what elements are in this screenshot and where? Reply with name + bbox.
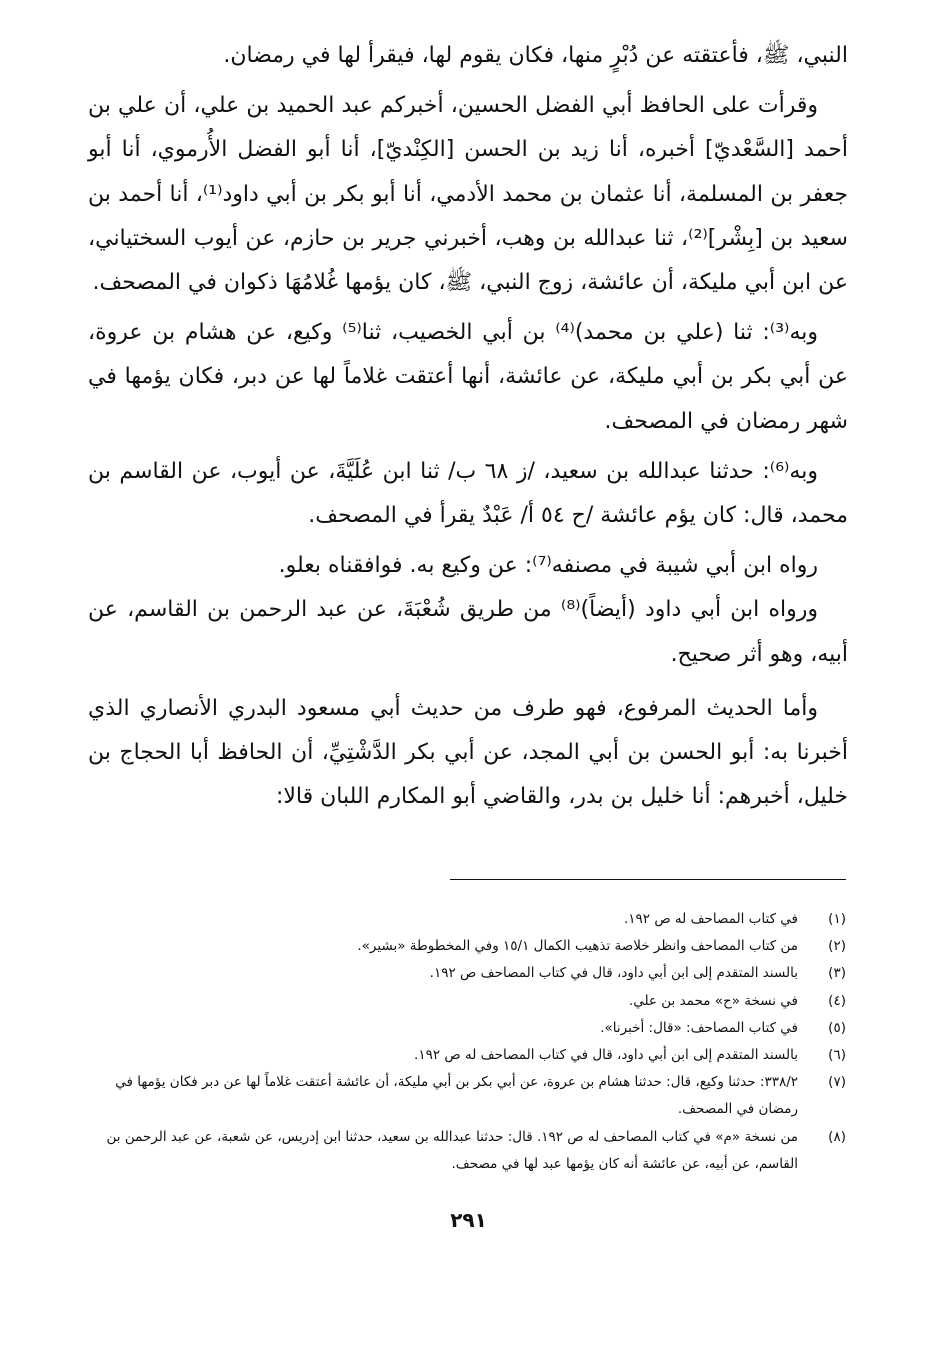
paragraph-2: وقرأت على الحافظ أبي الفضل الحسين، أخبركم عبد الحميد بن علي، أن علي بن أحمد [السَّعْديّ] أخبره، أنا زيد بن الحسن [الكِنْديّ]، أنا أبو الفضل الأُرموي، أنا أبو جعفر بن المسلمة، أنا عثمان بن محمد الأدمي، أنا أبو بكر بن أبي داود⁽¹⁾، أنا أحمد بن سعيد بن [بِشْر]⁽²⁾، ثنا عبدالله بن وهب، أخبرني جرير بن حازم، عن أيوب السختياني، عن ابن أبي مليكة، أن عائشة، زوج النبي، ﷺ، كان يؤمها غُلامُهَا ذكوان في المصحف. [88,93,848,296]
footnotes [88,906,846,1178]
footnote-6 [88,1042,846,1069]
footnote-divider [450,879,846,880]
footnote-number: (٥) [828,1019,846,1036]
paragraph-6: ورواه ابن أبي داود (أيضاً)⁽⁸⁾ من طريق شُعْبَةَ، عن عبد الرحمن بن القاسم، عن أبيه، وهو أثر صحيح. [88,597,848,667]
page-body [88,34,848,819]
footnote-number: (٨) [828,1128,846,1145]
footnote-number: (٢) [828,938,846,955]
footnote-text: ٣٣٨/٢: حدثنا وكيع، قال: حدثنا هشام بن عروة، عن أبي بكر بن أبي مليكة، أن عائشة أعتقت غلاماً لها عن دبر فكان يؤمها في رمضان في المصحف. [115,1074,798,1118]
main-text [88,34,848,819]
paragraph-3: وبه⁽³⁾: ثنا (علي بن محمد)⁽⁴⁾ بن أبي الخصيب، ثنا⁽⁵⁾ وكيع، عن هشام بن عروة، عن أبي بكر بن أبي مليكة، عن عائشة، أنها أعتقت غلاماً لها عن دبر، فكان يؤمها في شهر رمضان في المصحف. [88,320,848,434]
footnote-text: في كتاب المصاحف: «قال: أخبرنا». [600,1019,798,1036]
footnote-number: (٧) [828,1074,846,1091]
footnote-7 [88,1069,846,1123]
paragraph-4: وبه⁽⁶⁾: حدثنا عبدالله بن سعيد، /ز ٦٨ ب/ ثنا ابن عُلَيَّةَ، عن أيوب، عن القاسم بن محمد، قال: كان يؤم عائشة /ح ٥٤ أ/ عَبْدٌ يقرأ في المصحف. [88,458,848,529]
footnote-2 [88,933,846,960]
footnote-number: (٤) [828,992,846,1009]
footnote-text: من نسخة «م» في كتاب المصاحف له ص ١٩٢. قال: حدثنا عبدالله بن سعيد، حدثنا ابن إدريس، عن شعبة، عن عبد الرحمن بن القاسم، عن أبيه، عن عائشة أنه كان يؤمها عبد لها في مصحف. [106,1128,798,1172]
page-number: ٢٩١ [450,1208,487,1232]
paragraph-1: النبي، ﷺ، فأعتقته عن دُبْرٍ منها، فكان يقوم لها، فيقرأ لها في رمضان. [223,43,848,68]
footnote-1 [88,906,846,933]
footnote-text: في كتاب المصاحف له ص ١٩٢. [623,911,798,927]
footnote-number: (٣) [828,965,846,982]
footnote-text: من كتاب المصاحف وانظر خلاصة تذهيب الكمال ١٥/١ وفي المخطوطة «بشير». [357,938,798,955]
footnote-text: في نسخة «ح» محمد بن علي. [628,992,798,1009]
footnote-number: (١) [828,911,846,927]
footnote-text: بالسند المتقدم إلى ابن أبي داود، قال في كتاب المصاحف ص ١٩٢. [429,965,798,982]
footnote-4 [88,988,846,1015]
footnote-number: (٦) [828,1047,846,1064]
paragraph-5: رواه ابن أبي شيبة في مصنفه⁽⁷⁾: عن وكيع به. فوافقناه بعلو. [278,553,818,579]
footnote-5 [88,1015,846,1042]
paragraph-7: وأما الحديث المرفوع، فهو طرف من حديث أبي مسعود البدري الأنصاري الذي أخبرنا به: أبو الحسن بن أبي المجد، عن أبي بكر الدَّشْتِيِّ، أن الحافظ أبا الحجاج بن خليل، أخبرهم: أنا خليل بن بدر، والقاضي أبو المكارم اللبان قالا: [88,695,848,810]
footnote-8 [88,1124,846,1178]
footnote-3 [88,960,846,987]
footnote-text: بالسند المتقدم إلى ابن أبي داود، قال في كتاب المصاحف له ص ١٩٢. [414,1047,798,1064]
